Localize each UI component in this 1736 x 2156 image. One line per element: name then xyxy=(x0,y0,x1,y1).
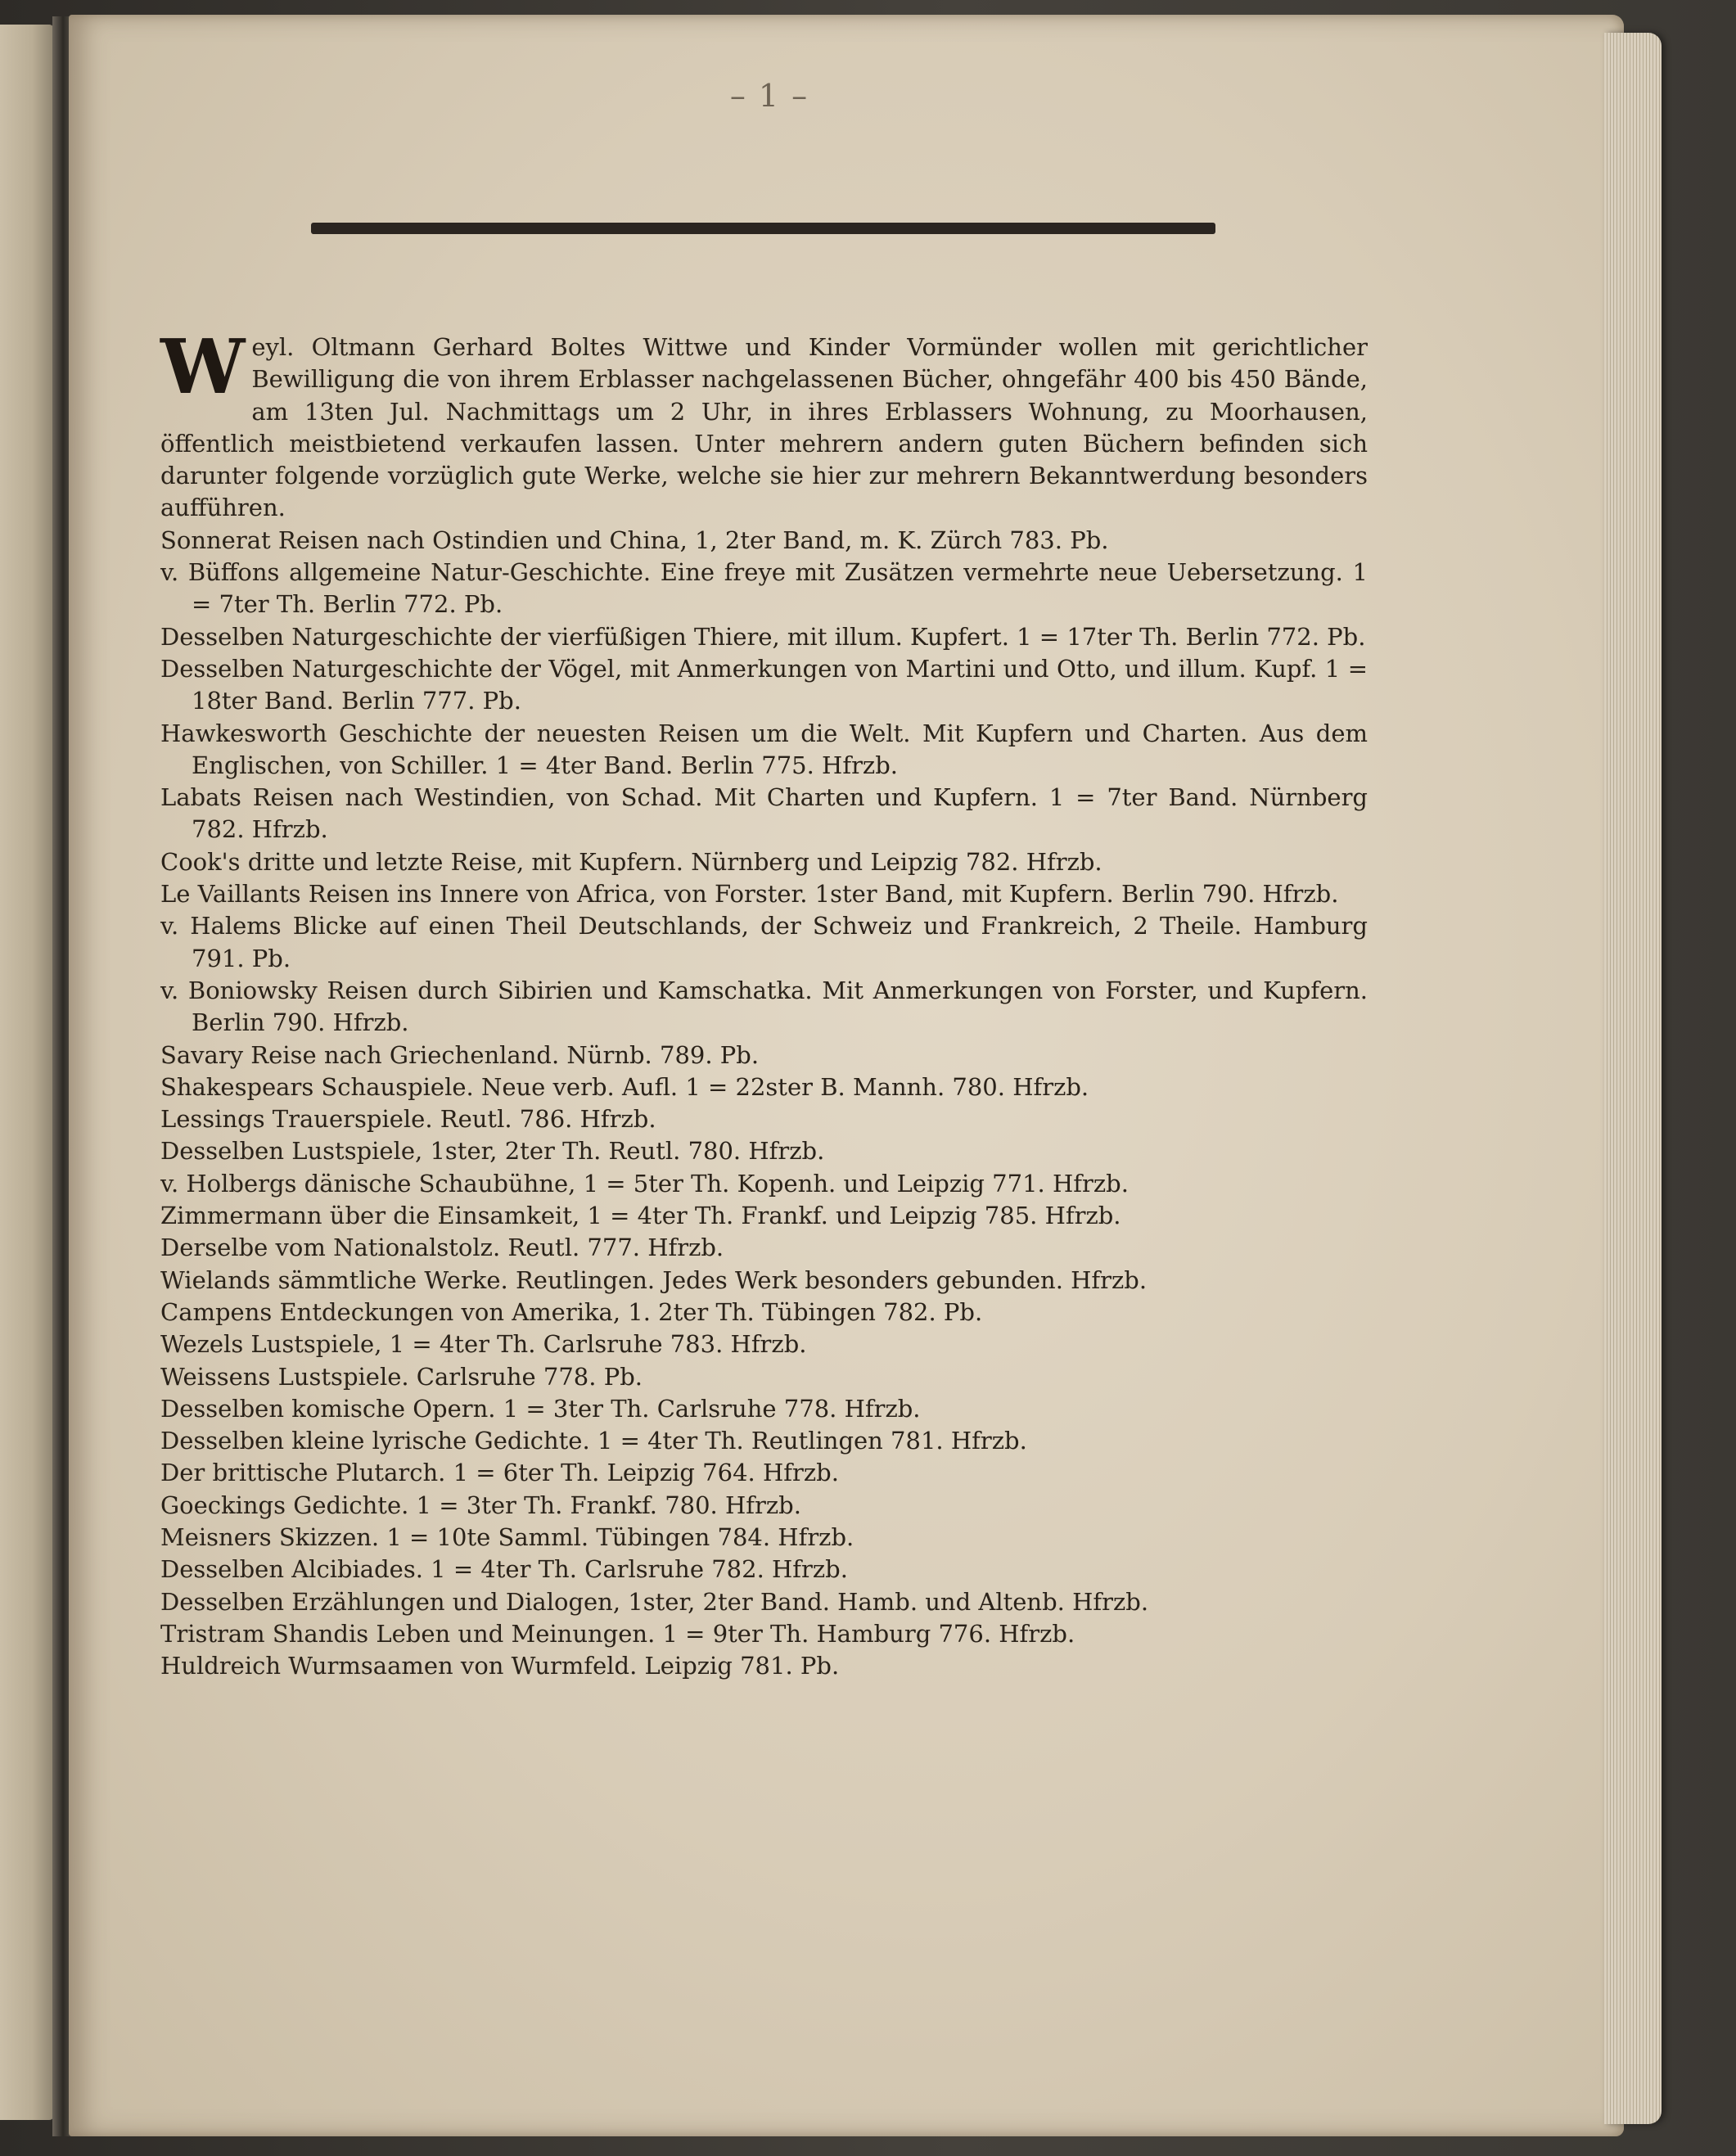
drop-cap-initial: W xyxy=(160,322,246,411)
book-entry: Huldreich Wurmsaamen von Wurmfeld. Leipzig 781. Pb. xyxy=(160,1652,840,1680)
book-entry: Sonnerat Reisen nach Ostindien und China, 1, 2ter Band, m. K. Zürch 783. Pb. xyxy=(160,525,1109,554)
book-entry: Cook's dritte und letzte Reise, mit Kupfern. Nürnberg und Leipzig 782. Hfrzb. xyxy=(160,847,1102,876)
book-entry: Desselben Naturgeschichte der vierfüßigen Thiere, mit illum. Kupfert. 1 = 17ter Th. Berlin 772. Pb. xyxy=(160,622,1366,651)
book-entry: Desselben kleine lyrische Gedichte. 1 = 4ter Th. Reutlingen 781. Hfrzb. xyxy=(160,1427,1027,1455)
intro-paragraph xyxy=(160,322,1368,525)
book-entry: Shakespears Schauspiele. Neue verb. Aufl. 1 = 22ster B. Mannh. 780. Hfrzb. xyxy=(160,1072,1089,1101)
page-edges xyxy=(1604,33,1662,2124)
header-rule xyxy=(311,223,1215,234)
book-entry: v. Büffons allgemeine Natur-Geschichte. Eine freye mit Zusätzen vermehrte neue Uebersetzung. 1 = 7ter Th. Berlin 772. Pb. xyxy=(160,558,1368,619)
book-entry: Tristram Shandis Leben und Meinungen. 1 = 9ter Th. Hamburg 776. Hfrzb. xyxy=(160,1619,1075,1648)
book-list xyxy=(160,525,1368,1683)
book-entry: Weissens Lustspiele. Carlsruhe 778. Pb. xyxy=(160,1362,643,1391)
book-entry: v. Halems Blicke auf einen Theil Deutschlands, der Schweiz und Frankreich, 2 Theile. Hamburg 791. Pb. xyxy=(160,912,1368,972)
book-entry: Desselben Naturgeschichte der Vögel, mit Anmerkungen von Martini und Otto, und illum. Kupf. 1 = 18ter Band. Berlin 777. Pb. xyxy=(160,654,1368,715)
book-entry: Lessings Trauerspiele. Reutl. 786. Hfrzb. xyxy=(160,1105,656,1134)
book-entry: Le Vaillants Reisen ins Innere von Africa, von Forster. 1ster Band, mit Kupfern. Berlin 790. Hfrzb. xyxy=(160,880,1339,909)
book-entry: Zimmermann über die Einsamkeit, 1 = 4ter Th. Frankf. und Leipzig 785. Hfrzb. xyxy=(160,1202,1121,1230)
book-entry: Desselben Lustspiele, 1ster, 2ter Th. Reutl. 780. Hfrzb. xyxy=(160,1137,825,1166)
book-entry: Labats Reisen nach Westindien, von Schad. Mit Charten und Kupfern. 1 = 7ter Band. Nürnberg 782. Hfrzb. xyxy=(160,783,1368,844)
book-entry: Desselben komische Opern. 1 = 3ter Th. Carlsruhe 778. Hfrzb. xyxy=(160,1394,921,1423)
book-entry: Desselben Alcibiades. 1 = 4ter Th. Carlsruhe 782. Hfrzb. xyxy=(160,1555,848,1584)
book-entry: v. Holbergs dänische Schaubühne, 1 = 5ter Th. Kopenh. und Leipzig 771. Hfrzb. xyxy=(160,1169,1129,1198)
page-number: – 1 – xyxy=(729,78,809,114)
book-entry: Meisners Skizzen. 1 = 10te Samml. Tübingen 784. Hfrzb. xyxy=(160,1522,854,1551)
book-entry: Wielands sämmtliche Werke. Reutlingen. Jedes Werk besonders gebunden. Hfrzb. xyxy=(160,1265,1148,1294)
text-block xyxy=(160,322,1368,1682)
book-entry: Derselbe vom Nationalstolz. Reutl. 777. Hfrzb. xyxy=(160,1234,724,1262)
intro-text: eyl. Oltmann Gerhard Boltes Wittwe und Kinder Vormünder wollen mit gerichtlicher Bewilligung die von ihrem Erblasser nachgelassenen Bücher, ohngefähr 400 bis 450 Bände, am 13ten Jul. Nachmittags um 2 Uhr, in ihres Erblassers Wohnung, zu Moorhausen, öffentlich meistbietend verkaufen lassen. Unter mehrern andern guten Büchern befinden sich darunter folgende vorzüglich gute Werke, welche sie hier zur mehrern Bekanntwerdung besonders aufführen. xyxy=(160,333,1368,522)
book-entry: Campens Entdeckungen von Amerika, 1. 2ter Th. Tübingen 782. Pb. xyxy=(160,1297,983,1326)
book-entry: v. Boniowsky Reisen durch Sibirien und Kamschatka. Mit Anmerkungen von Forster, und Kupfern. Berlin 790. Hfrzb. xyxy=(160,976,1368,1037)
book-entry: Savary Reise nach Griechenland. Nürnb. 789. Pb. xyxy=(160,1040,760,1069)
book-entry: Desselben Erzählungen und Dialogen, 1ster, 2ter Band. Hamb. und Altenb. Hfrzb. xyxy=(160,1587,1149,1616)
book-entry: Hawkesworth Geschichte der neuesten Reisen um die Welt. Mit Kupfern und Charten. Aus dem Englischen, von Schiller. 1 = 4ter Band. Berlin 775. Hfrzb. xyxy=(160,719,1368,779)
facing-page-edge xyxy=(0,25,54,2120)
book-entry: Goeckings Gedichte. 1 = 3ter Th. Frankf. 780. Hfrzb. xyxy=(160,1491,801,1519)
book-entry: Der brittische Plutarch. 1 = 6ter Th. Leipzig 764. Hfrzb. xyxy=(160,1459,839,1487)
book-entry: Wezels Lustspiele, 1 = 4ter Th. Carlsruhe 783. Hfrzb. xyxy=(160,1330,807,1359)
